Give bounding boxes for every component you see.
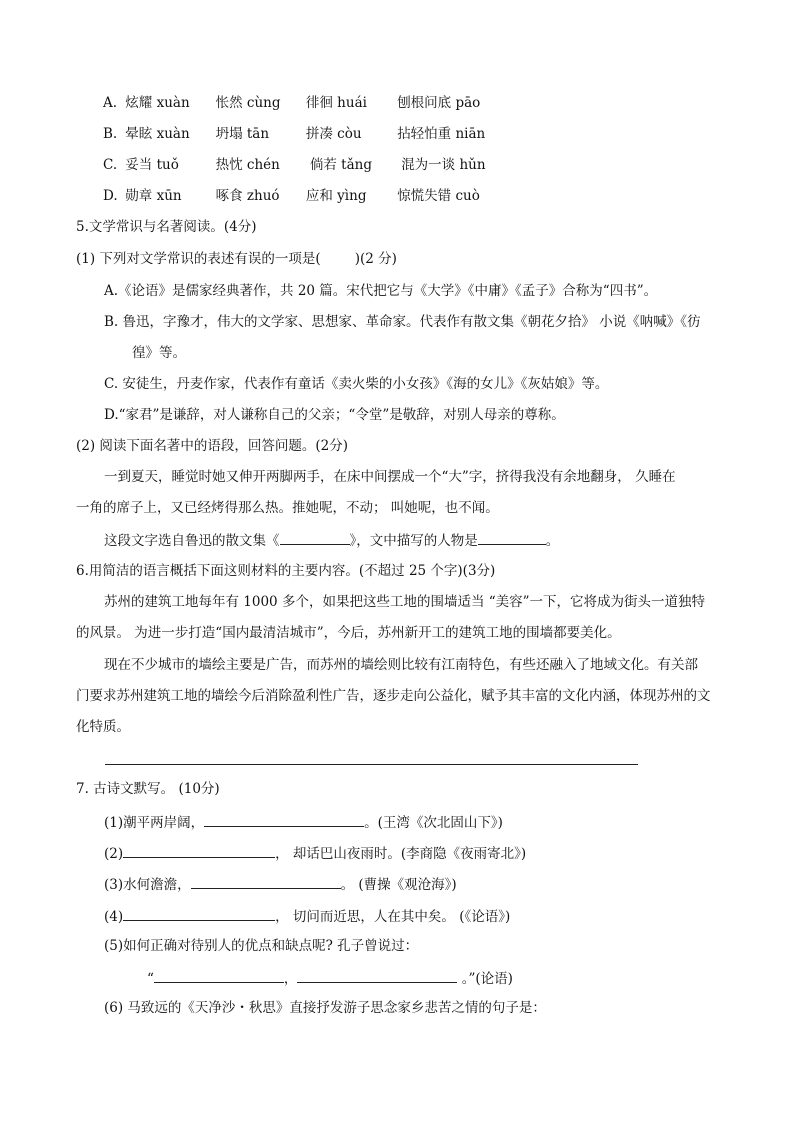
poem-text: (1)潮平两岸阔， [104,815,205,831]
option-label: C. [103,157,118,173]
quote-open: “ [147,971,154,987]
answer-blank[interactable] [478,530,546,545]
answer-blank[interactable] [123,843,275,858]
option-b [103,125,485,143]
poem-line-4 [104,906,510,926]
passage-line: 一到夏天，睡觉时她又伸开两脚两手，在床中间摆成一个“大”字，挤得我没有余地翻身， 久睡在 [104,469,676,485]
material-line: 现在不少城市的墙绘主要是广告，而苏州的墙绘则比较有江南特色，有些还融入了地域文化。有关部 [104,657,698,673]
option-item: 拈轻怕重 niān [397,126,486,142]
material-line: 苏州的建筑工地每年有 1000 多个，如果把这些工地的围墙适当 “美容”一下，它将成为街头一道独特 [104,594,706,610]
option-item: 啄食 zhuó [215,188,280,204]
poem-line-1 [104,812,503,832]
passage-line: 一角的席子上，又已经烤得那么热。推她呢，不动； 叫她呢，也不闻。 [76,500,499,516]
option-item: 晕眩 xuàn [125,126,190,142]
poem-source: 。(王湾《次北固山下》) [364,815,503,831]
option-item: 坍塌 tān [215,126,270,142]
option-item: 妥当 tuǒ [125,157,179,173]
poem-text: (4) [104,909,124,925]
material-line: 的风景。 为进一步打造“国内最清洁城市”，今后，苏州新开工的建筑工地的围墙都要美化。 [76,625,621,641]
option-d [103,187,480,205]
material-line: 化特质。 [76,719,130,735]
material-line: 门要求苏州建筑工地的墙绘今后消除盈利性广告，逐步走向公益化，赋予其丰富的文化内涵，体现苏州的文 [76,688,711,704]
poem-line-3 [104,874,457,894]
question-5-2: (2) 阅读下面名著中的语段，回答问题。(2分) [76,438,349,454]
answer-line[interactable] [105,764,638,765]
answer-blank[interactable] [191,874,341,889]
option-item: 炫耀 xuàn [125,95,190,111]
q5-option-b-cont: 徨》等。 [132,345,186,361]
question-5-1-text: (1) 下列对文学常识的表述有误的一项是( [76,251,321,267]
poem-line-5-fill [147,968,513,988]
answer-blank[interactable] [297,968,457,983]
poem-source: 。”(论语) [457,971,513,987]
fill-prompt: 这段文字选自鲁迅的散文集《 [104,533,280,549]
option-c [103,156,486,174]
option-item: 应和 yìng [305,188,367,204]
option-a [103,94,480,112]
q5-option-c: C. 安徒生，丹麦作家，代表作有童话《卖火柴的小女孩》《海的女儿》《灰姑娘》等。 [104,376,609,392]
option-item: 勋章 xūn [125,188,182,204]
question-5-title: 5.文学常识与名著阅读。(4分) [76,219,257,235]
option-item: 倘若 tǎng [309,157,372,173]
question-5-1 [76,250,397,268]
answer-blank[interactable] [154,968,284,983]
answer-blank[interactable] [204,812,364,827]
question-6-title: 6.用简洁的语言概括下面这则材料的主要内容。(不超过 25 个字)(3分) [76,563,496,579]
option-item: 徘徊 huái [305,95,367,111]
poem-source: 。 (曹操《观沧海》) [340,877,457,893]
poem-source: ， 却话巴山夜雨时。(李商隐《夜雨寄北》) [275,846,527,862]
poem-line-6: (6) 马致远的《天净沙・秋思》直接抒发游子思念家乡悲苦之情的句子是： [104,1000,546,1016]
fill-prompt: 。 [545,533,560,549]
option-label: B. [103,126,118,142]
question-5-2-fill [104,530,559,550]
question-5-1-points: )(2 分) [354,251,397,267]
poem-source: ， 切问而近思，人在其中矣。 (《论语》) [275,909,511,925]
question-7-title: 7. 古诗文默写。 (10分) [76,781,220,797]
poem-text: (3)水何澹澹， [104,877,191,893]
option-label: A. [103,95,118,111]
fill-prompt: 》，文中描写的人物是 [349,533,478,549]
poem-line-2 [104,843,526,863]
option-item: 刨根问底 pāo [397,95,481,111]
comma: ， [283,971,298,987]
poem-text: (2) [104,846,124,862]
answer-blank[interactable] [123,906,275,921]
option-item: 热忱 chén [215,157,280,173]
option-item: 惊慌失错 cuò [397,188,480,204]
option-item: 拼凑 còu [305,126,362,142]
option-item: 怅然 cùng [215,95,281,111]
option-item: 混为一谈 hǔn [401,157,486,173]
option-label: D. [103,188,118,204]
q5-option-b: B. 鲁迅，字豫才，伟大的文学家、思想家、革命家。代表作有散文集《朝花夕拾》 小说《呐喊》《彷 [104,314,701,330]
answer-blank[interactable] [280,530,350,545]
q5-option-d: D.“家君”是谦辞，对人谦称自己的父亲；“令堂”是敬辞，对别人母亲的尊称。 [104,407,565,423]
q5-option-a: A.《论语》是儒家经典著作，共 20 篇。宋代把它与《大学》《中庸》《孟子》合称为“四书”。 [104,283,658,299]
poem-line-5: (5)如何正确对待别人的优点和缺点呢? 孔子曾说过： [104,938,419,954]
